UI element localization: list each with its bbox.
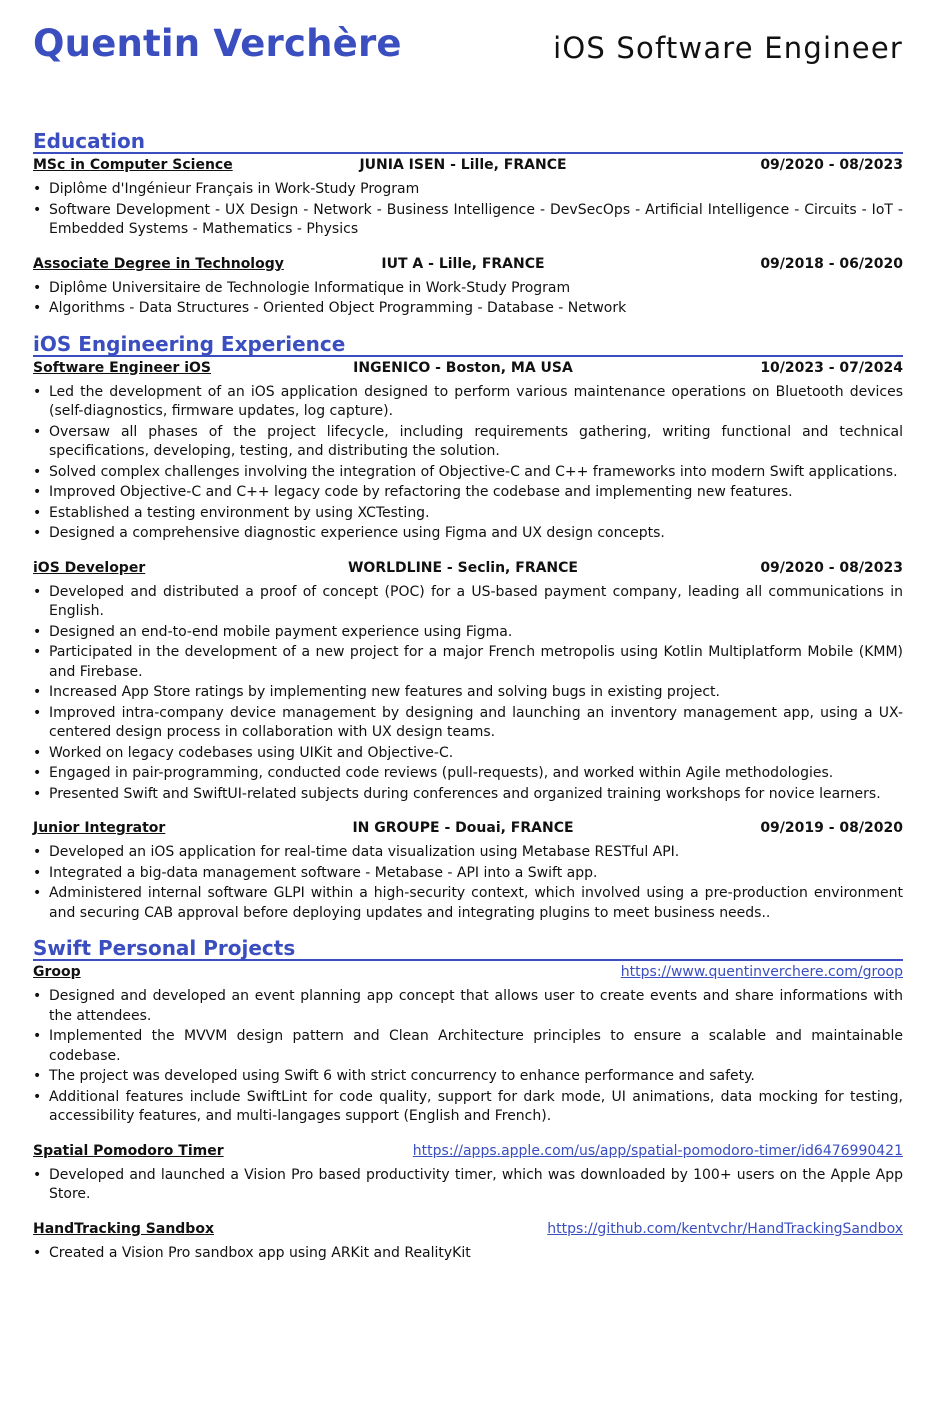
- bullet-item: • Engaged in pair-programming, conducted code reviews (pull-requests), and worked within Agile methodologies.: [49, 764, 903, 784]
- degree-title: MSc in Computer Science: [33, 157, 233, 173]
- entry-header: [33, 154, 903, 176]
- date-range: 10/2023 - 07/2024: [760, 359, 903, 376]
- position-title: Software Engineer iOS: [33, 359, 212, 376]
- bullet-item: • The project was developed using Swift 6 with strict concurrency to enhance performance and safety.: [49, 1067, 903, 1087]
- bullet-item: • Software Development - UX Design - Network - Business Intelligence - DevSecOps - Artificial Intelligence - Circuits - IoT - Embedded Systems - Mathematics - Physics: [49, 201, 903, 240]
- job-title: iOS Software Engineer: [553, 31, 903, 65]
- company: WORLDLINE - Seclin, FRANCE: [347, 559, 578, 576]
- bullet-list: [33, 583, 903, 805]
- bullet-item: • Solved complex challenges involving the integration of Objective-C and C++ frameworks into modern Swift applications.: [49, 463, 903, 483]
- bullet-item: • Participated in the development of a new project for a major French metropolis using Kotlin Multiplatform Mobile (KMM) and Firebase.: [49, 643, 903, 682]
- bullet-item: • Created a Vision Pro sandbox app using ARKit and RealityKit: [49, 1244, 903, 1264]
- bullet-list: [33, 1244, 903, 1264]
- entry-header: [33, 1140, 903, 1162]
- bullet-list: [33, 383, 903, 544]
- section-title-education: Education: [33, 130, 903, 154]
- experience-section: [33, 333, 903, 924]
- section-title-projects: Swift Personal Projects: [33, 937, 903, 961]
- degree-title: Associate Degree in Technology: [33, 255, 284, 272]
- date-range: 09/2020 - 08/2023: [760, 559, 903, 576]
- education-entry-associate: [33, 253, 903, 319]
- resume-header: [33, 0, 903, 120]
- bullet-list: [33, 180, 903, 240]
- bullet-list: [33, 1166, 903, 1205]
- company: IN GROUPE - Douai, FRANCE: [352, 820, 574, 836]
- experience-entry-ingroupe: [33, 817, 903, 923]
- entry-header: [33, 253, 903, 275]
- bullet-item: • Led the development of an iOS application designed to perform various maintenance operations on Bluetooth devices (self-diagnostics, firmware updates, log capture).: [49, 383, 903, 422]
- project-title: HandTracking Sandbox: [33, 1220, 214, 1237]
- project-title: Groop: [33, 964, 81, 980]
- bullet-item: • Diplôme d'Ingénieur Français in Work-Study Program: [49, 180, 903, 200]
- bullet-item: • Integrated a big-data management software - Metabase - API into a Swift app.: [49, 864, 903, 884]
- date-range: 09/2020 - 08/2023: [760, 157, 903, 173]
- bullet-item: • Increased App Store ratings by implementing new features and solving bugs in existing project.: [49, 683, 903, 703]
- date-range: 09/2019 - 08/2020: [760, 820, 903, 836]
- bullet-item: • Improved Objective-C and C++ legacy code by refactoring the codebase and implementing new features.: [49, 483, 903, 503]
- bullet-item: • Presented Swift and SwiftUI-related subjects during conferences and organized training workshops for novice learners.: [49, 785, 903, 805]
- bullet-item: • Implemented the MVVM design pattern and Clean Architecture principles to ensure a scalable and maintainable codebase.: [49, 1027, 903, 1066]
- entry-header: [33, 817, 903, 839]
- bullet-item: • Developed and launched a Vision Pro based productivity timer, which was downloaded by 100+ users on the Apple App Store.: [49, 1166, 903, 1205]
- institution: IUT A - Lille, FRANCE: [381, 255, 545, 272]
- position-title: iOS Developer: [33, 559, 146, 576]
- institution: JUNIA ISEN - Lille, FRANCE: [359, 157, 567, 173]
- resume-page: [33, 0, 903, 1264]
- bullet-item: • Administered internal software GLPI within a high-security context, which involved using a pre-production environment and securing CAB approval before deploying updates and integrating plugins to meet business needs..: [49, 884, 903, 923]
- education-entry-msc: [33, 154, 903, 240]
- project-title: Spatial Pomodoro Timer: [33, 1142, 224, 1159]
- project-link[interactable]: https://www.quentinverchere.com/groop: [620, 964, 903, 980]
- bullet-item: • Designed a comprehensive diagnostic experience using Figma and UX design concepts.: [49, 524, 903, 544]
- position-title: Junior Integrator: [33, 820, 166, 836]
- experience-entry-ingenico: [33, 357, 903, 544]
- candidate-name: Quentin Verchère: [33, 22, 402, 65]
- education-section: [33, 130, 903, 319]
- projects-section: [33, 937, 903, 1263]
- bullet-list: [33, 843, 903, 923]
- bullet-item: • Improved intra-company device management by designing and launching an inventory management app, using a UX-centered design process in collaboration with UX design teams.: [49, 704, 903, 743]
- bullet-item: • Developed an iOS application for real-time data visualization using Metabase RESTful API.: [49, 843, 903, 863]
- bullet-item: • Designed an end-to-end mobile payment experience using Figma.: [49, 623, 903, 643]
- entry-header: [33, 557, 903, 579]
- bullet-item: • Diplôme Universitaire de Technologie Informatique in Work-Study Program: [49, 279, 903, 299]
- bullet-item: • Oversaw all phases of the project lifecycle, including requirements gathering, writing functional and technical specifications, developing, testing, and distributing the solution.: [49, 423, 903, 462]
- project-entry-handtracking: [33, 1218, 903, 1264]
- project-entry-groop: [33, 961, 903, 1127]
- company: INGENICO - Boston, MA USA: [353, 359, 573, 376]
- bullet-item: • Designed and developed an event planning app concept that allows user to create events and share informations with the attendees.: [49, 987, 903, 1026]
- project-link[interactable]: https://apps.apple.com/us/app/spatial-pomodoro-timer/id6476990421: [412, 1142, 903, 1159]
- experience-entry-worldline: [33, 557, 903, 805]
- bullet-item: • Established a testing environment by using XCTesting.: [49, 504, 903, 524]
- project-entry-pomodoro: [33, 1140, 903, 1205]
- bullet-item: • Algorithms - Data Structures - Oriented Object Programming - Database - Network: [49, 299, 903, 319]
- bullet-item: • Additional features include SwiftLint for code quality, support for dark mode, UI animations, data mocking for testing, accessibility features, and multi-langages support (English and French).: [49, 1088, 903, 1127]
- bullet-item: • Developed and distributed a proof of concept (POC) for a US-based payment company, leading all communications in English.: [49, 583, 903, 622]
- entry-header: [33, 1218, 903, 1240]
- entry-header: [33, 961, 903, 983]
- bullet-list: [33, 279, 903, 319]
- entry-header: [33, 357, 903, 379]
- section-title-experience: iOS Engineering Experience: [33, 333, 903, 357]
- bullet-item: • Worked on legacy codebases using UIKit and Objective-C.: [49, 744, 903, 764]
- project-link[interactable]: https://github.com/kentvchr/HandTrackingSandbox: [547, 1220, 903, 1237]
- date-range: 09/2018 - 06/2020: [760, 255, 903, 272]
- bullet-list: [33, 987, 903, 1127]
